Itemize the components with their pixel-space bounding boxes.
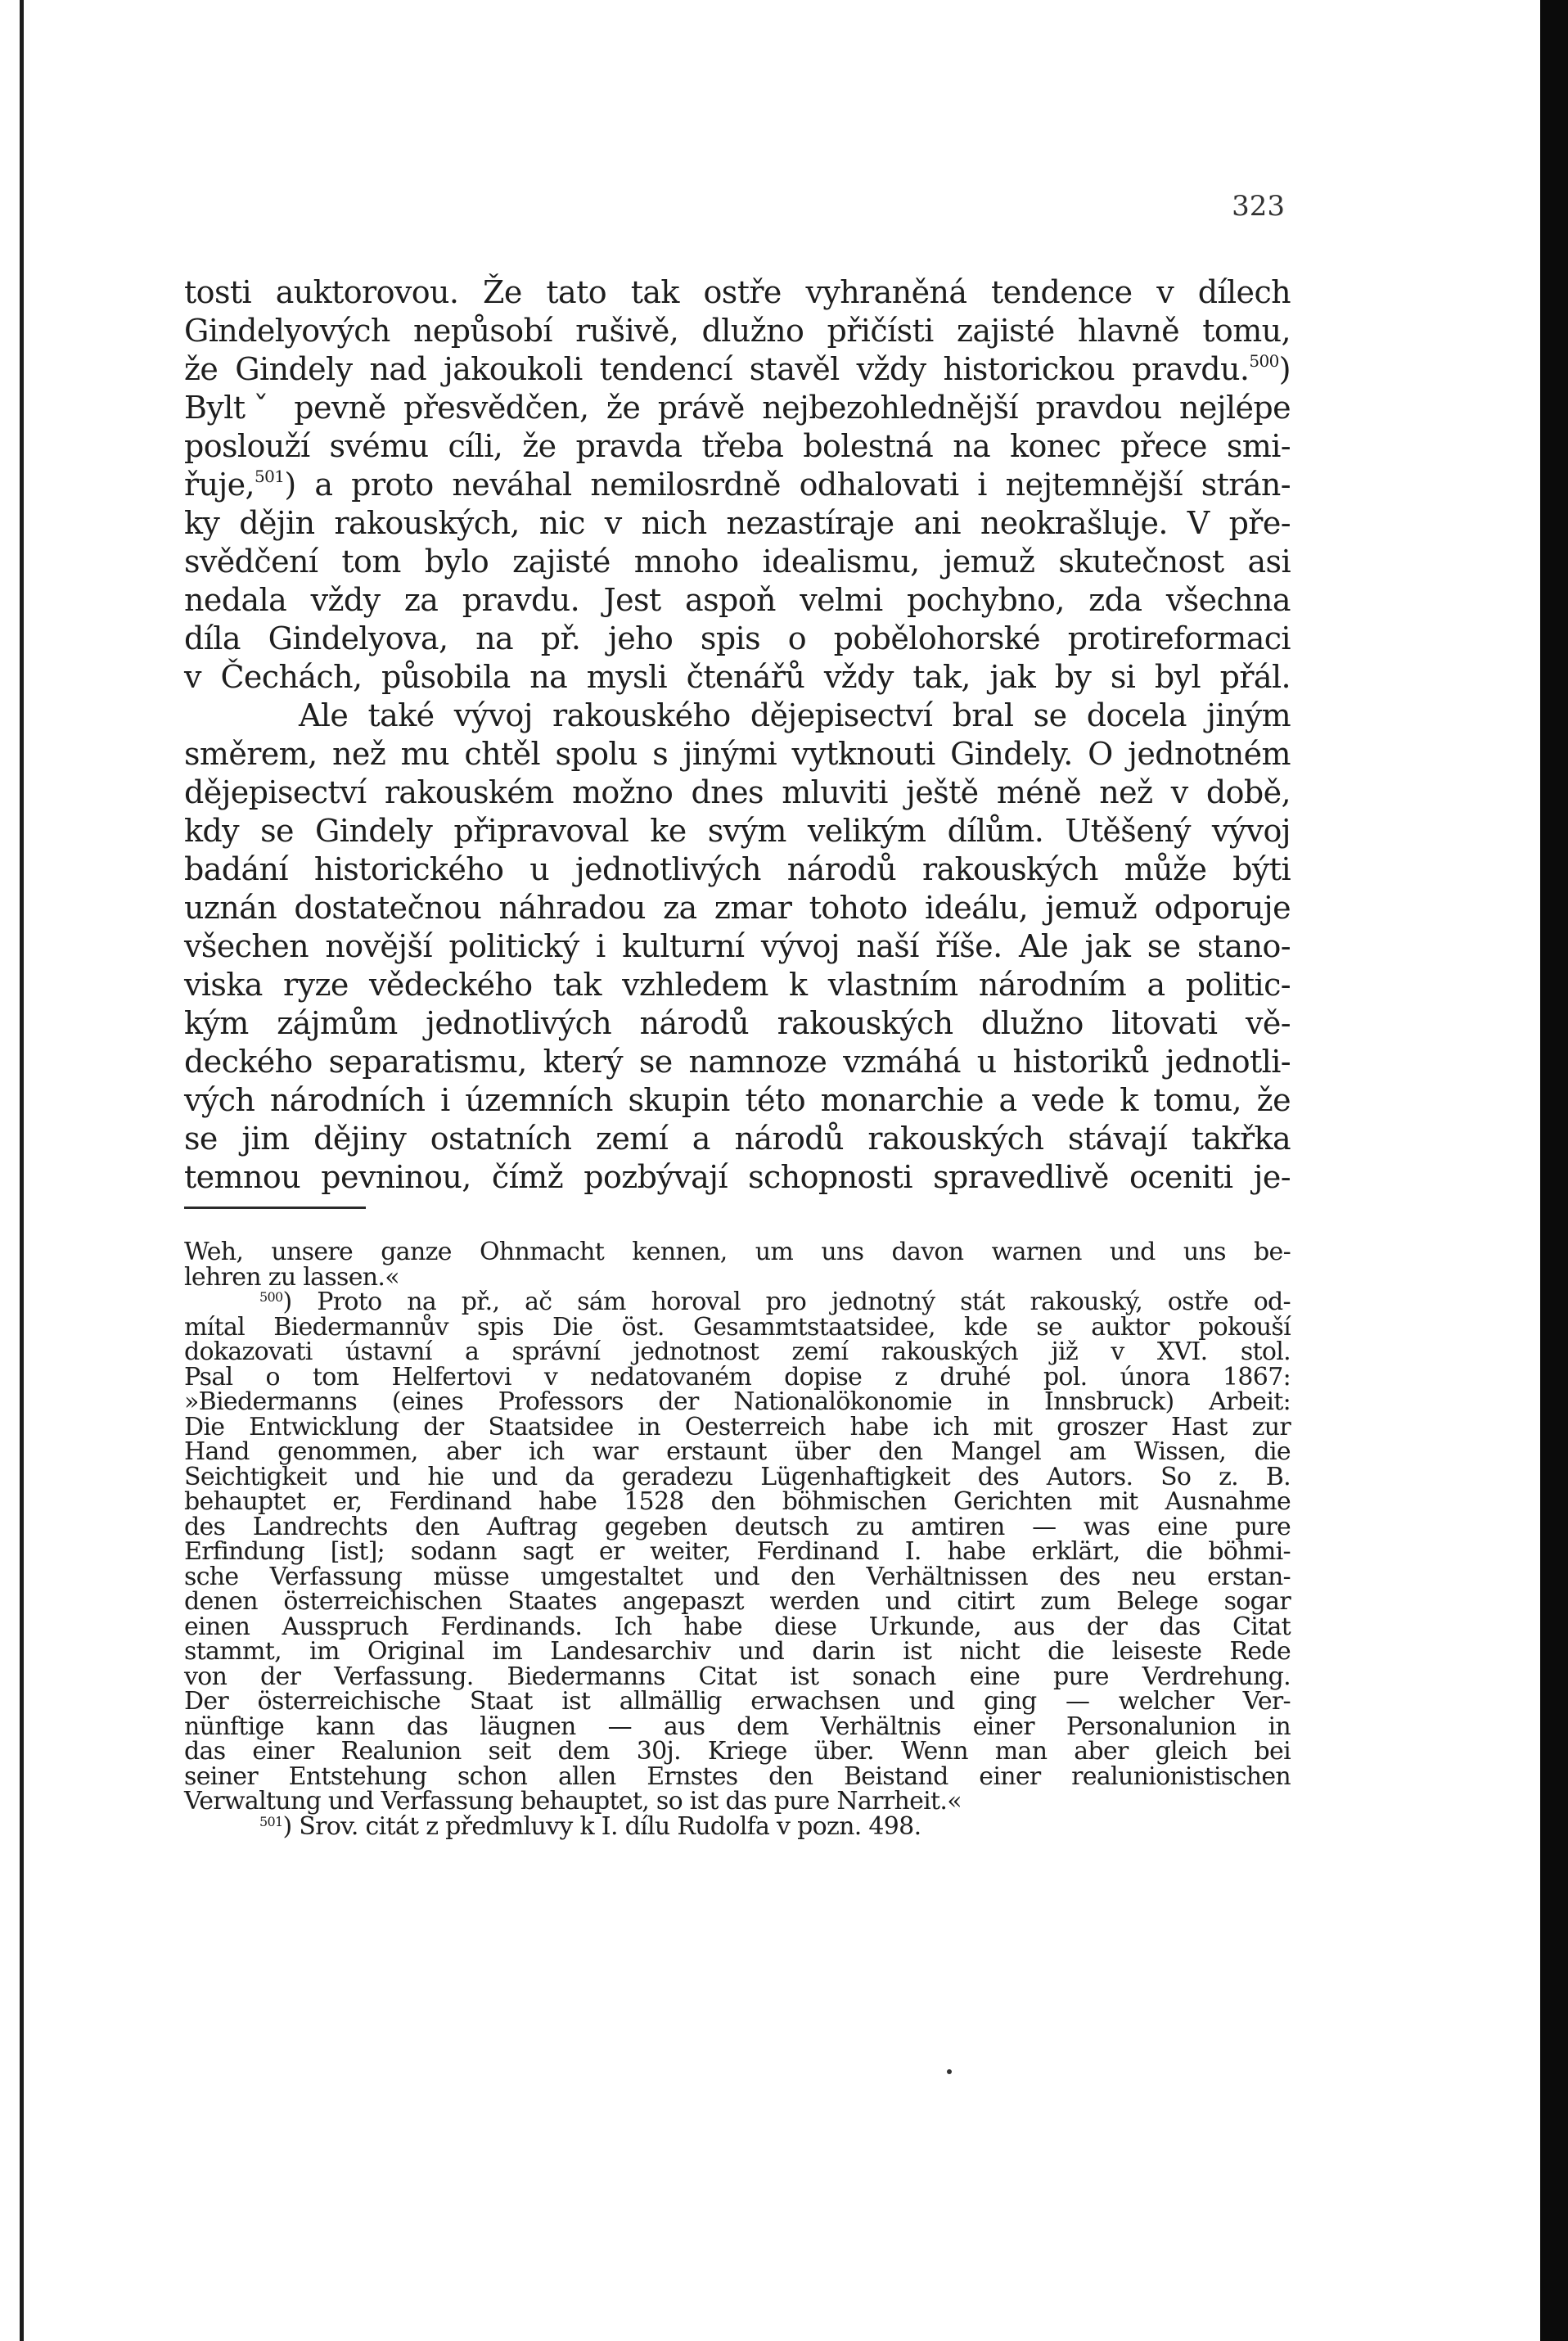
body-line-21: deckého separatismu, který se namnoze vzmáhá u historiků jednotli- xyxy=(184,1044,1291,1080)
body-line-6 xyxy=(184,466,1291,504)
body-line-18: všechen novější politický i kulturní vývoj naší říše. Ale jak se stano- xyxy=(184,928,1291,964)
print-speck xyxy=(947,2069,952,2074)
body-line-19: viska ryze vědeckého tak vzhledem k vlastním národním a politic- xyxy=(184,967,1291,1003)
footnotes xyxy=(184,1240,1291,1839)
footnote-line-6: Psal o tom Helfertovi v nedatovaném dopise z druhé pol. února 1867: xyxy=(184,1362,1291,1392)
footnote-line-2: lehren zu lassen.« xyxy=(184,1262,399,1292)
main-text xyxy=(184,273,1291,1197)
footnote-line-24: ) Srov. citát z předmluvy k I. dílu Rudolfa v pozn. 498. xyxy=(282,1811,921,1841)
footnote-line-8: Die Entwicklung der Staatsidee in Oesterreich habe ich mit groszer Hast zur xyxy=(184,1412,1291,1441)
footnote-line-23: Verwaltung und Verfassung behauptet, so ist das pure Narrheit.« xyxy=(184,1787,962,1816)
footnote-501-start xyxy=(184,1811,1291,1841)
body-line-1: tosti auktorovou. Že tato tak ostře vyhraněná tendence v dílech xyxy=(184,274,1291,310)
body-line-8: svědčení tom bylo zajisté mnoho idealismu, jemuž skutečnost asi xyxy=(184,544,1291,580)
footnote-ref-501: 501 xyxy=(255,467,285,486)
body-line-11: v Čechách, působila na mysli čtenářů vždy tak, jak by si byl přál. xyxy=(184,659,1291,695)
body-line-10: díla Gindelyova, na př. jeho spis o pobělohorské protireformaci xyxy=(184,620,1291,656)
body-line-3 xyxy=(184,350,1291,389)
footnote-line-7: »Biedermanns (eines Professors der Nationalökonomie in Innsbruck) Arbeit: xyxy=(184,1387,1291,1416)
body-line-23: se jim dějiny ostatních zemí a národů rakouských stávají takřka xyxy=(184,1121,1291,1157)
body-line-6-tail: ) a proto neváhal nemilosrdně odhalovati i nejtemnější strán- xyxy=(284,467,1291,503)
body-line-17: uznán dostatečnou náhradou za zmar tohoto ideálu, jemuž odporuje xyxy=(184,890,1291,926)
footnote-line-4: mítal Biedermannův spis Die öst. Gesammtstaatsidee, kde se auktor pokouší xyxy=(184,1312,1291,1342)
footnote-line-16: einen Ausspruch Ferdinands. Ich habe diese Urkunde, aus der das Citat xyxy=(184,1612,1291,1641)
footnote-line-13: Erfindung [ist]; sodann sagt er weiter, Ferdinand I. habe erklärt, die böhmi- xyxy=(184,1537,1291,1566)
body-line-13: směrem, než mu chtěl spolu s jinými vytknouti Gindely. O jednotném xyxy=(184,736,1291,772)
footnote-line-17: stammt, im Original im Landesarchiv und darin ist nicht die leiseste Rede xyxy=(184,1637,1291,1666)
body-line-24: temnou pevninou, čímž pozbývají schopnosti spravedlivě oceniti je- xyxy=(184,1159,1291,1195)
footnote-line-20: nünftige kann das läugnen — aus dem Verhältnis einer Personalunion in xyxy=(184,1712,1291,1741)
body-line-3-tail: ) xyxy=(1278,351,1291,387)
footnote-line-22: seiner Entstehung schon allen Ernstes den Beistand einer realunionistischen xyxy=(184,1761,1291,1791)
body-line-12: Ale také vývoj rakouského dějepisectví bral se docela jiným xyxy=(299,697,1291,733)
footnote-line-14: sche Verfassung müsse umgestaltet und den Verhältnissen des neu erstan- xyxy=(184,1562,1291,1591)
footnote-mark-501: 501 xyxy=(259,1813,283,1829)
scan-border xyxy=(1540,0,1568,2341)
footnote-line-19: Der österreichische Staat ist allmällig erwachsen und ging — welcher Ver- xyxy=(184,1687,1291,1716)
gutter-edge xyxy=(20,0,24,2341)
footnote-separator xyxy=(184,1207,366,1209)
footnote-500-start xyxy=(184,1290,1291,1315)
footnote-line-12: des Landrechts den Auftrag gegeben deutsch zu amtiren — was eine pure xyxy=(184,1512,1291,1541)
body-line-3-text: že Gindely nad jakoukoli tendencí stavěl vždy historickou pravdu. xyxy=(184,351,1250,387)
page-number: 323 xyxy=(1232,190,1285,223)
body-line-6-text: řuje, xyxy=(184,467,255,503)
body-line-5: poslouží svému cíli, že pravda třeba bolestná na konec přece smi- xyxy=(184,428,1291,464)
footnote-line-3: ) Proto na př., ač sám horoval pro jednotný stát rakouský, ostře od- xyxy=(282,1288,1291,1316)
body-line-4: Byltˇ pevně přesvědčen, že právě nejbezohlednější pravdou nejlépe xyxy=(184,390,1291,426)
body-line-14: dějepisectví rakouském možno dnes mluviti ještě méně než v době, xyxy=(184,774,1291,810)
body-line-22: vých národních i územních skupin této monarchie a vede k tomu, že xyxy=(184,1082,1291,1118)
footnote-ref-500: 500 xyxy=(1249,351,1279,371)
body-line-7: ky dějin rakouských, nic v nich nezastíraje ani neokrašluje. V pře- xyxy=(184,505,1291,541)
footnote-line-21: das einer Realunion seit dem 30j. Kriege über. Wenn man aber gleich bei xyxy=(184,1737,1291,1766)
footnote-line-9: Hand genommen, aber ich war erstaunt über den Mangel am Wissen, die xyxy=(184,1437,1291,1466)
body-line-15: kdy se Gindely připravoval ke svým velikým dílům. Utěšený vývoj xyxy=(184,813,1291,849)
body-line-9: nedala vždy za pravdu. Jest aspoň velmi pochybno, zda všechna xyxy=(184,582,1291,618)
footnote-line-10: Seichtigkeit und hie und da geradezu Lügenhaftigkeit des Autors. So z. B. xyxy=(184,1462,1291,1491)
body-line-2: Gindelyových nepůsobí rušivě, dlužno přičísti zajisté hlavně tomu, xyxy=(184,313,1291,349)
footnote-mark-500: 500 xyxy=(259,1289,283,1305)
footnote-line-11: behauptet er, Ferdinand habe 1528 den böhmischen Gerichten mit Ausnahme xyxy=(184,1487,1291,1516)
footnote-line-5: dokazovati ústavní a správní jednotnost zemí rakouských již v XVI. stol. xyxy=(184,1337,1291,1366)
footnote-line-1: Weh, unsere ganze Ohnmacht kennen, um uns davon warnen und uns be- xyxy=(184,1238,1291,1266)
footnote-line-15: denen österreichischen Staates angepaszt werden und citirt zum Belege sogar xyxy=(184,1587,1291,1616)
body-line-20: kým zájmům jednotlivých národů rakouských dlužno litovati vě- xyxy=(184,1005,1291,1041)
footnote-line-18: von der Verfassung. Biedermanns Citat ist sonach eine pure Verdrehung. xyxy=(184,1662,1291,1691)
body-line-16: badání historického u jednotlivých národů rakouských může býti xyxy=(184,851,1291,887)
